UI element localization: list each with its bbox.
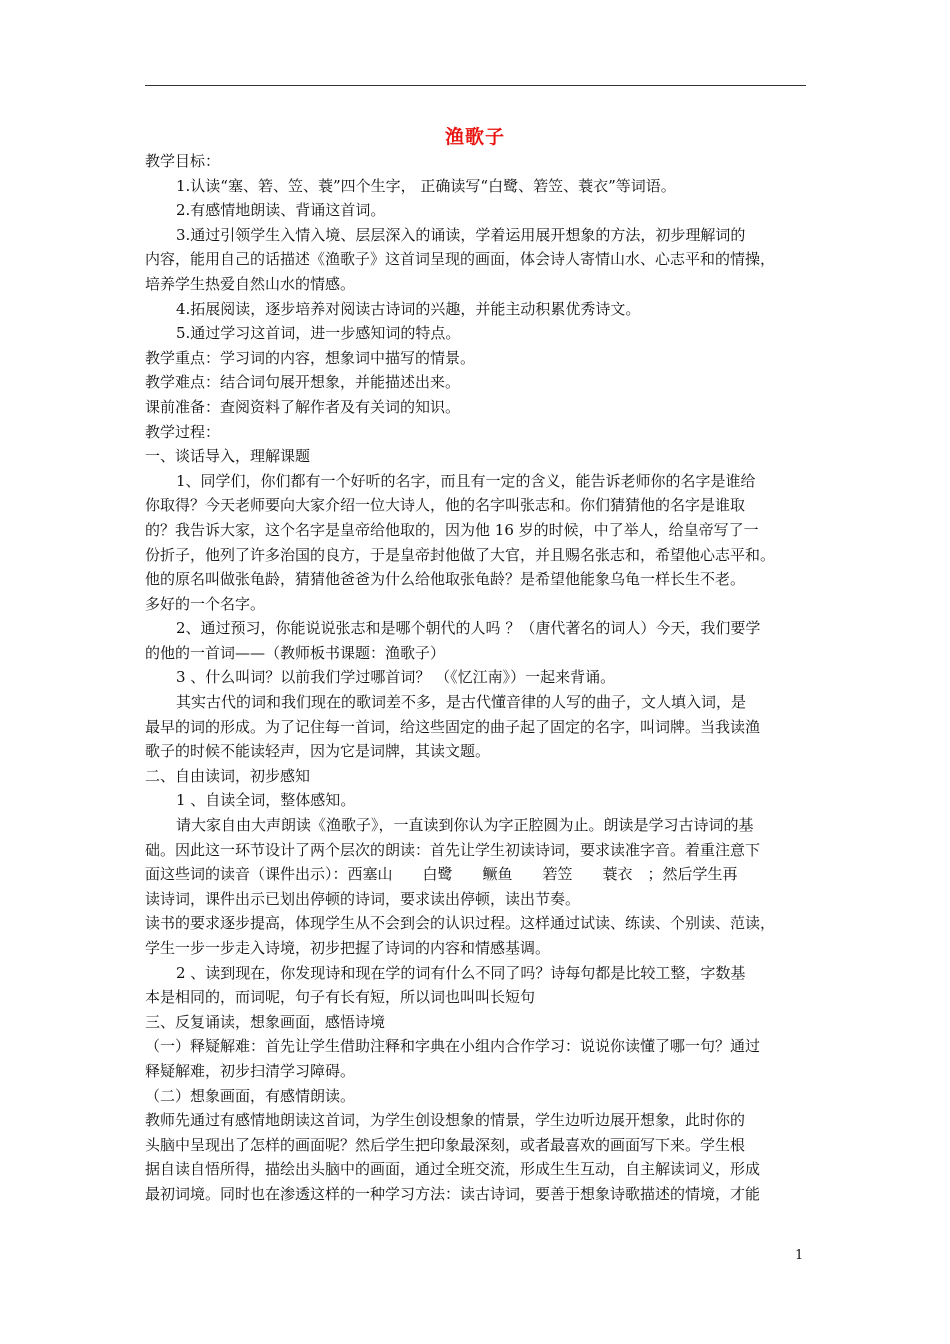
document-title: 渔歌子: [444, 126, 505, 148]
text-line: 2 、读到现在，你发现诗和现在学的词有什么不同了吗？诗每句都是比较工整，字数基: [176, 963, 746, 982]
text-line: 3.通过引领学生入情入境、层层深入的诵读，学着运用展开想象的方法，初步理解词的: [176, 225, 746, 244]
text-line: 培养学生热爱自然山水的情感。: [145, 274, 356, 293]
text-line: 三、反复诵读，想象画面，感悟诗境: [145, 1012, 386, 1031]
text-line: 1.认读“塞、箬、笠、蓑”四个生字， 正确读写“白鹭、箬笠、蓑衣”等词语。: [176, 176, 676, 195]
text-line: 二、自由读词，初步感知: [145, 766, 311, 785]
text-line: 头脑中呈现出了怎样的画面呢？然后学生把印象最深刻，或者最喜欢的画面写下来。学生根: [145, 1135, 746, 1154]
text-line: 歌子的时候不能读轻声，因为它是词牌，其读文题。: [145, 742, 491, 761]
text-line: 教学目标：: [145, 152, 221, 170]
text-line: （一）释疑解难：首先让学生借助注释和字典在小组内合作学习：说说你读懂了哪一句？通过: [145, 1037, 761, 1056]
text-line: 他的原名叫做张龟龄，猜猜他爸爸为什么给他取张龟龄？是希望他能象乌龟一样长生不老。: [145, 570, 746, 589]
text-line: 其实古代的词和我们现在的歌词差不多，是古代懂音律的人写的曲子，文人填入词，是: [176, 693, 747, 712]
text-line: 一、谈话导入，理解课题: [145, 447, 311, 466]
text-line: 础。因此这一环节设计了两个层次的朗读：首先让学生初读诗词，要求读准字音。着重注意下: [145, 840, 761, 859]
text-line: 3 、什么叫词？以前我们学过哪首词？ （《忆江南》）一起来背诵。: [176, 668, 616, 687]
text-line: 教学重点：学习词的内容，想象词中描写的情景。: [145, 348, 476, 367]
text-line: 的他的一首词——（教师板书课题：渔歌子）: [145, 643, 446, 662]
text-line: 教师先通过有感情地朗读这首词，为学生创设想象的情景，学生边听边展开想象，此时你的: [145, 1111, 746, 1130]
text-line: 的？我告诉大家，这个名字是皇帝给他取的，因为他 16 岁的时候，中了举人，给皇帝写了一: [145, 520, 759, 539]
text-line: 最初词境。同时也在渗透这样的一种学习方法：读古诗词，要善于想象诗歌描述的情境，才能: [145, 1184, 761, 1203]
text-line: 释疑解难，初步扫清学习障碍。: [145, 1061, 356, 1080]
text-line: 课前准备：查阅资料了解作者及有关词的知识。: [145, 397, 461, 416]
text-line: （二）想象画面，有感情朗读。: [145, 1086, 356, 1105]
text-line: 1 、自读全词，整体感知。: [176, 791, 356, 810]
text-line: 份折子，他列了许多治国的良方，于是皇帝封他做了大官，并且赐名张志和，希望他心志平和。: [145, 545, 776, 564]
text-line: 读书的要求逐步提高，体现学生从不会到会的认识过程。这样通过试读、练读、个别读、范读，: [145, 914, 776, 933]
text-line: 内容，能用自己的话描述《渔歌子》这首词呈现的画面，体会诗人寄情山水、心志平和的情操，: [145, 250, 776, 269]
text-line: 读诗词，课件出示已划出停顿的诗词，要求读出停顿，读出节奏。: [145, 889, 581, 908]
text-line: 1、同学们，你们都有一个好听的名字，而且有一定的含义，能告诉老师你的名字是谁给: [176, 471, 756, 490]
page-number: 1: [795, 1248, 804, 1263]
text-line: 2.有感情地朗读、背诵这首词。: [176, 201, 386, 220]
text-line: 据自读自悟所得，描绘出头脑中的画面，通过全班交流，形成生生互动，自主解读词义，形成: [145, 1160, 761, 1179]
text-line: 5.通过学习这首词，进一步感知词的特点。: [176, 324, 461, 343]
text-line: 多好的一个名字。: [145, 594, 266, 613]
text-line: 教学过程：: [145, 422, 221, 441]
text-line: 本是相同的，而词呢，句子有长有短，所以词也叫叫长短句: [145, 988, 536, 1007]
text-line: 4.拓展阅读，逐步培养对阅读古诗词的兴趣，并能主动积累优秀诗文。: [176, 299, 641, 318]
header-rule: [145, 85, 806, 86]
document-body: [145, 149, 810, 1207]
text-line: 教学难点：结合词句展开想象，并能描述出来。: [145, 373, 461, 392]
text-line: 2、通过预习，你能说说张志和是哪个朝代的人吗 ？（唐代著名的词人）今天，我们要学: [176, 619, 761, 638]
text-line: 最早的词的形成。为了记住每一首词，给这些固定的曲子起了固定的名字，叫词牌。当我读渔: [145, 717, 761, 736]
text-line: 学生一步一步走入诗境，初步把握了诗词的内容和情感基调。: [145, 939, 551, 957]
text-line: 你取得？今天老师要向大家介绍一位大诗人，他的名字叫张志和。你们猜猜他的名字是谁取: [145, 496, 746, 515]
text-line: 面这些词的读音（课件出示）：西塞山 白鹭 鳜鱼 箬笠 蓑衣 ；然后学生再: [145, 865, 738, 884]
text-line: 请大家自由大声朗读《渔歌子》，一直读到你认为字正腔圆为止。朗读是学习古诗词的基: [176, 816, 754, 835]
